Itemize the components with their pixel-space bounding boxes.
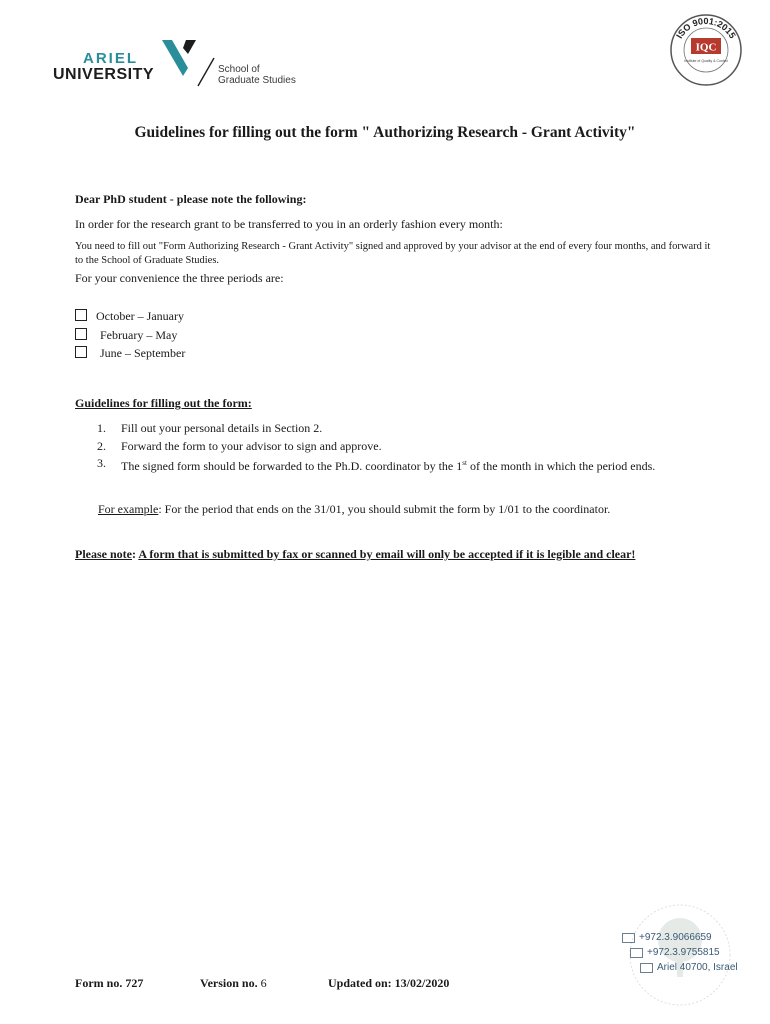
seal-iso-text: ISO 9001:2015 bbox=[674, 15, 738, 41]
contact-address-row bbox=[622, 960, 738, 975]
example-text: : For the period that ends on the 31/01, you should submit the form by 1/01 to the coordinator. bbox=[158, 502, 611, 516]
version-label: Version no. bbox=[200, 976, 258, 990]
step-text-b: of the month in which the period ends. bbox=[466, 459, 656, 473]
period-list bbox=[75, 307, 185, 363]
contact-fax-row bbox=[622, 945, 738, 960]
period-checkbox[interactable] bbox=[75, 328, 87, 340]
period-checkbox[interactable] bbox=[75, 346, 87, 358]
step-text: Forward the form to your advisor to sign and approve. bbox=[121, 438, 382, 453]
contact-phone-2: +972.3.9755815 bbox=[647, 947, 720, 958]
guidelines-heading: Guidelines for filling out the form: bbox=[75, 396, 252, 410]
guidelines-steps bbox=[97, 420, 697, 476]
form-number: Form no. 727 bbox=[75, 976, 144, 990]
period-label: February – May bbox=[100, 327, 178, 342]
university-logo-mark-icon bbox=[160, 38, 216, 88]
note-paragraph bbox=[75, 545, 695, 564]
period-label: June – September bbox=[100, 346, 186, 360]
example-paragraph bbox=[98, 500, 658, 519]
school-line-1: School of bbox=[218, 64, 260, 75]
phone-icon bbox=[622, 933, 635, 943]
contact-phone-1: +972.3.9066659 bbox=[639, 932, 712, 943]
mail-icon bbox=[640, 963, 653, 973]
period-checkbox[interactable] bbox=[75, 309, 87, 321]
version-number bbox=[200, 976, 267, 991]
list-item bbox=[97, 420, 697, 438]
note-label: Please note bbox=[75, 547, 132, 561]
school-line-2: Graduate Studies bbox=[218, 75, 296, 86]
page-title: Guidelines for filling out the form " Authorizing Research - Grant Activity" bbox=[134, 124, 636, 141]
step-text: Fill out your personal details in Section 2. bbox=[121, 421, 323, 435]
step-text-sup: st bbox=[462, 459, 467, 467]
note-text: A form that is submitted by fax or scanned by email will only be accepted if it is legible and clear! bbox=[138, 547, 636, 561]
list-item bbox=[97, 455, 697, 476]
intro-line-1: In order for the research grant to be transferred to you in an orderly fashion every month: bbox=[75, 217, 503, 231]
updated-date: Updated on: 13/02/2020 bbox=[328, 976, 450, 990]
step-text bbox=[121, 455, 697, 476]
period-item bbox=[75, 326, 185, 345]
period-item bbox=[75, 307, 185, 326]
logo-ariel-text: ARIEL bbox=[83, 50, 138, 67]
period-item bbox=[75, 344, 185, 363]
list-item bbox=[97, 438, 697, 456]
contact-block bbox=[622, 930, 738, 975]
note-colon: : bbox=[131, 547, 139, 561]
step-text-a: The signed form should be forwarded to the Ph.D. coordinator by the 1 bbox=[121, 459, 463, 473]
iso-certification-seal-icon bbox=[668, 12, 744, 88]
step-number: 2. bbox=[97, 438, 106, 453]
fax-icon bbox=[630, 948, 643, 958]
school-name bbox=[218, 64, 296, 86]
intro-line-2: You need to fill out "Form Authorizing Research - Grant Activity" signed and approved by your advisor at the end of every four months, and forward it to the School of Graduate Studies. bbox=[75, 241, 711, 266]
intro-line-3: For your convenience the three periods are: bbox=[75, 271, 284, 285]
seal-sub-text: Institute of Quality & Control bbox=[684, 59, 728, 63]
contact-phone-row bbox=[622, 930, 738, 945]
version-value: 6 bbox=[260, 976, 267, 990]
seal-center-text: IQC bbox=[695, 41, 717, 54]
example-label: For example bbox=[98, 502, 159, 516]
intro-heading: Dear PhD student - please note the following: bbox=[75, 192, 307, 206]
contact-address: Ariel 40700, Israel bbox=[657, 962, 738, 973]
step-number: 1. bbox=[97, 421, 106, 435]
logo-university-text: UNIVERSITY bbox=[53, 66, 155, 83]
period-label: October – January bbox=[96, 309, 184, 323]
step-number: 3. bbox=[97, 456, 106, 470]
